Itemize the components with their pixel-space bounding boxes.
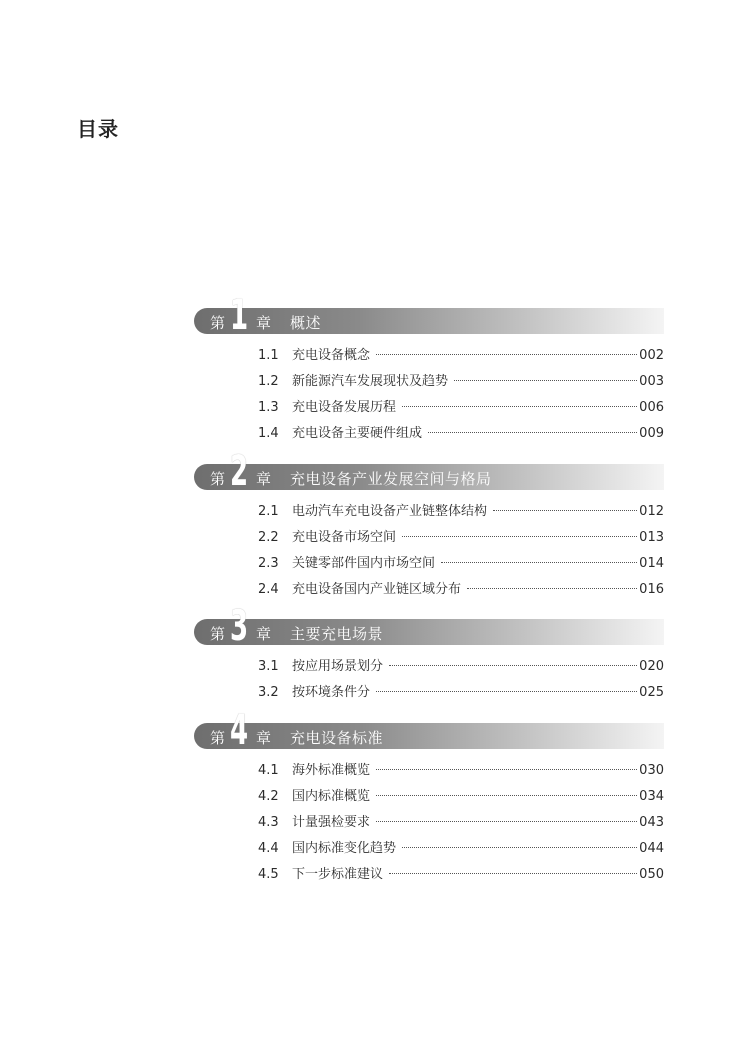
toc-entry[interactable]	[258, 811, 664, 829]
chapter-number: 4	[230, 705, 249, 754]
chapter-number: 2	[230, 446, 249, 495]
page-number: 050	[639, 867, 664, 882]
section-title: 充电设备概念	[292, 348, 371, 363]
dot-leader	[376, 691, 637, 692]
chapter-suffix: 章	[256, 470, 272, 488]
dot-leader	[402, 536, 637, 537]
dot-leader	[376, 795, 637, 796]
section-number: 4.2	[258, 789, 279, 804]
toc-entry[interactable]	[258, 785, 664, 803]
dot-leader	[454, 380, 637, 381]
toc-entry[interactable]	[258, 422, 664, 440]
section-number: 3.2	[258, 685, 279, 700]
chapter-title: 充电设备标准	[290, 729, 384, 747]
section-number: 1.2	[258, 374, 279, 389]
page-number: 020	[639, 659, 664, 674]
section-title: 海外标准概览	[292, 763, 371, 778]
dot-leader	[428, 432, 637, 433]
chapter-suffix: 章	[256, 729, 272, 747]
section-number: 2.3	[258, 556, 279, 571]
section-title: 按应用场景划分	[292, 659, 384, 674]
page-number: 006	[639, 400, 664, 415]
section-number: 2.2	[258, 530, 279, 545]
section-title: 充电设备主要硬件组成	[292, 426, 423, 441]
section-number: 4.4	[258, 841, 279, 856]
chapter-prefix: 第	[210, 314, 226, 332]
dot-leader	[376, 821, 637, 822]
chapter-heading-4[interactable]	[194, 705, 664, 754]
page-number: 012	[639, 504, 664, 519]
chapter-title: 概述	[290, 314, 322, 332]
toc-entry[interactable]	[258, 578, 664, 596]
chapter-title: 充电设备产业发展空间与格局	[290, 470, 492, 488]
page-number: 009	[639, 426, 664, 441]
section-number: 1.4	[258, 426, 279, 441]
section-title: 按环境条件分	[292, 685, 371, 700]
page-number: 034	[639, 789, 664, 804]
section-number: 1.1	[258, 348, 279, 363]
section-number: 3.1	[258, 659, 279, 674]
section-number: 1.3	[258, 400, 279, 415]
section-number: 4.3	[258, 815, 279, 830]
dot-leader	[389, 873, 637, 874]
chapter-suffix: 章	[256, 314, 272, 332]
section-number: 2.4	[258, 582, 279, 597]
section-number: 4.5	[258, 867, 279, 882]
page-title: 目录	[77, 117, 119, 141]
page-number: 013	[639, 530, 664, 545]
section-title: 电动汽车充电设备产业链整体结构	[292, 504, 488, 519]
chapter-heading-2[interactable]	[194, 446, 664, 495]
toc-entry[interactable]	[258, 655, 664, 673]
section-title: 充电设备发展历程	[292, 400, 397, 415]
chapter-title: 主要充电场景	[290, 625, 384, 643]
page-number: 002	[639, 348, 664, 363]
chapter-number: 3	[230, 601, 249, 650]
page-number: 016	[639, 582, 664, 597]
section-title: 下一步标准建议	[292, 867, 384, 882]
dot-leader	[402, 406, 637, 407]
chapter-number: 1	[230, 290, 249, 339]
toc-entry[interactable]	[258, 863, 664, 881]
dot-leader	[493, 510, 637, 511]
section-title: 关键零部件国内市场空间	[292, 556, 436, 571]
page-number: 030	[639, 763, 664, 778]
toc-entry[interactable]	[258, 500, 664, 518]
toc-entry[interactable]	[258, 681, 664, 699]
page-number: 014	[639, 556, 664, 571]
chapter-prefix: 第	[210, 470, 226, 488]
toc-entry[interactable]	[258, 759, 664, 777]
page-number: 025	[639, 685, 664, 700]
dot-leader	[389, 665, 637, 666]
toc-entry[interactable]	[258, 344, 664, 362]
section-title: 新能源汽车发展现状及趋势	[292, 374, 449, 389]
toc-entry[interactable]	[258, 370, 664, 388]
chapter-prefix: 第	[210, 625, 226, 643]
section-number: 2.1	[258, 504, 279, 519]
section-title: 国内标准变化趋势	[292, 841, 397, 856]
chapter-heading-3[interactable]	[194, 601, 664, 650]
chapter-prefix: 第	[210, 729, 226, 747]
page-number: 044	[639, 841, 664, 856]
toc-entry[interactable]	[258, 396, 664, 414]
dot-leader	[376, 769, 637, 770]
dot-leader	[376, 354, 637, 355]
section-title: 充电设备国内产业链区域分布	[292, 582, 462, 597]
page-number: 003	[639, 374, 664, 389]
toc-entry[interactable]	[258, 837, 664, 855]
section-title: 充电设备市场空间	[292, 530, 397, 545]
section-title: 国内标准概览	[292, 789, 371, 804]
dot-leader	[402, 847, 637, 848]
toc-entry[interactable]	[258, 526, 664, 544]
chapter-heading-1[interactable]	[194, 290, 664, 339]
chapter-suffix: 章	[256, 625, 272, 643]
page-number: 043	[639, 815, 664, 830]
section-number: 4.1	[258, 763, 279, 778]
toc-entry[interactable]	[258, 552, 664, 570]
dot-leader	[441, 562, 637, 563]
section-title: 计量强检要求	[292, 815, 371, 830]
dot-leader	[467, 588, 637, 589]
